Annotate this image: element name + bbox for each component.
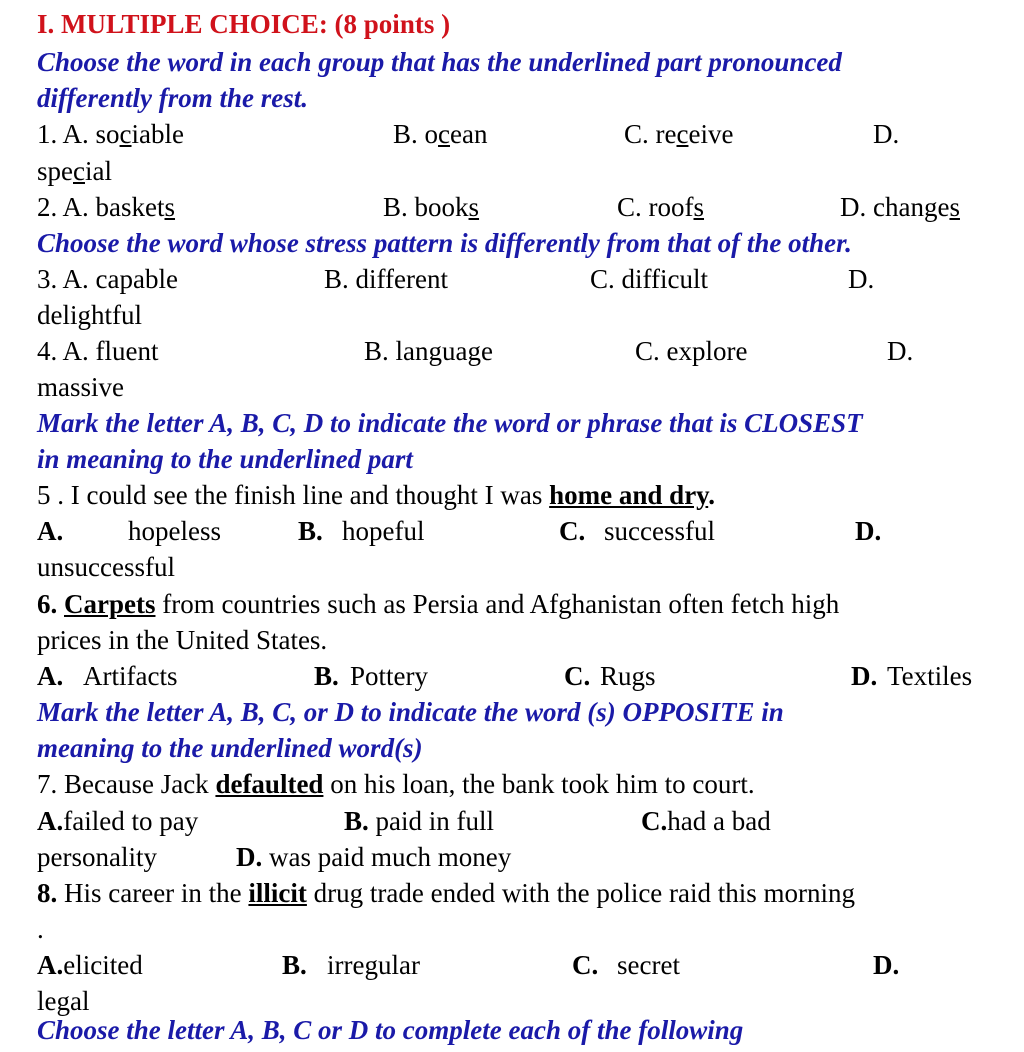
q8-underlined-word: illicit bbox=[248, 878, 307, 908]
q7-option-d: D. was paid much money bbox=[236, 842, 512, 872]
instruction-closest-line2: in meaning to the underlined part bbox=[37, 444, 413, 474]
q4-option-d-label: D. bbox=[887, 336, 914, 366]
instruction-next-cut: Choose the letter A, B, C or D to complete each of the following bbox=[37, 1015, 744, 1045]
q5-stem: 5 . I could see the finish line and thought I was home and dry. bbox=[37, 480, 715, 510]
q5-option-a: hopeless bbox=[128, 516, 221, 546]
q8-stem-end: . bbox=[37, 914, 44, 944]
q3-option-d-label: D. bbox=[848, 264, 875, 294]
q8-option-b-label: B. bbox=[282, 950, 307, 980]
q7-underlined-word: defaulted bbox=[215, 769, 324, 799]
q8-option-d-label: D. bbox=[873, 950, 900, 980]
q3-option-d: delightful bbox=[37, 300, 142, 330]
q6-option-a: Artifacts bbox=[83, 661, 178, 691]
instruction-stress: Choose the word whose stress pattern is differently from that of the other. bbox=[37, 228, 852, 258]
q3-option-a: 3. A. capable bbox=[37, 264, 178, 294]
q1-option-b: B. ocean bbox=[393, 119, 488, 149]
q6-option-a-label: A. bbox=[37, 661, 64, 691]
q4-option-b: B. language bbox=[364, 336, 493, 366]
q5-option-a-label: A. bbox=[37, 516, 64, 546]
q8-option-d: legal bbox=[37, 986, 90, 1016]
q7-option-a: A.failed to pay bbox=[37, 806, 199, 836]
q2-option-c: C. roofs bbox=[617, 192, 705, 222]
q5-option-c: successful bbox=[604, 516, 715, 546]
q2-option-b: B. books bbox=[383, 192, 480, 222]
q7-stem: 7. Because Jack defaulted on his loan, the bank took him to court. bbox=[37, 769, 755, 799]
q5-underlined-phrase: home and dry bbox=[549, 480, 709, 510]
q1-option-d: special bbox=[37, 156, 112, 186]
q6-option-d: Textiles bbox=[887, 661, 973, 691]
q7-option-c: C.had a bad bbox=[641, 806, 771, 836]
q6-underlined-word: Carpets bbox=[64, 589, 156, 619]
q3-option-c: C. difficult bbox=[590, 264, 708, 294]
q6-option-c-label: C. bbox=[564, 661, 591, 691]
q5-option-b-label: B. bbox=[298, 516, 323, 546]
q8-option-c-label: C. bbox=[572, 950, 599, 980]
instruction-opposite-line1: Mark the letter A, B, C, or D to indicate the word (s) OPPOSITE in bbox=[37, 697, 784, 727]
instruction-opposite-line2: meaning to the underlined word(s) bbox=[37, 733, 423, 763]
q1-option-a: 1. A. sociable bbox=[37, 119, 184, 149]
q3-option-b: B. different bbox=[324, 264, 448, 294]
section-title: I. MULTIPLE CHOICE: (8 points ) bbox=[37, 9, 451, 39]
instruction-pronunciation-line1: Choose the word in each group that has the underlined part pronounced bbox=[37, 47, 842, 77]
q1-option-d-label: D. bbox=[873, 119, 900, 149]
q6-option-c: Rugs bbox=[600, 661, 656, 691]
q4-option-a: 4. A. fluent bbox=[37, 336, 159, 366]
q6-option-b: Pottery bbox=[350, 661, 428, 691]
instruction-closest-line1: Mark the letter A, B, C, D to indicate the word or phrase that is CLOSEST bbox=[37, 408, 863, 438]
q2-option-d: D. changes bbox=[840, 192, 960, 222]
q1-option-c: C. receive bbox=[624, 119, 734, 149]
q6-option-d-label: D. bbox=[851, 661, 878, 691]
q6-option-b-label: B. bbox=[314, 661, 339, 691]
q8-option-c: secret bbox=[617, 950, 680, 980]
q8-stem: 8. His career in the illicit drug trade ended with the police raid this morning bbox=[37, 878, 856, 908]
q8-option-b: irregular bbox=[327, 950, 420, 980]
q4-option-d: massive bbox=[37, 372, 124, 402]
q5-option-b: hopeful bbox=[342, 516, 425, 546]
q4-option-c: C. explore bbox=[635, 336, 748, 366]
q5-option-c-label: C. bbox=[559, 516, 586, 546]
instruction-pronunciation-line2: differently from the rest. bbox=[37, 83, 308, 113]
q6-stem-line1: 6. Carpets from countries such as Persia and Afghanistan often fetch high bbox=[37, 589, 840, 619]
q7-option-c-continued: personality bbox=[37, 842, 157, 872]
q5-option-d: unsuccessful bbox=[37, 552, 175, 582]
q8-option-a: A.elicited bbox=[37, 950, 143, 980]
q7-option-b: B. paid in full bbox=[344, 806, 494, 836]
q6-stem-line2: prices in the United States. bbox=[37, 625, 328, 655]
q2-option-a: 2. A. baskets bbox=[37, 192, 176, 222]
q5-option-d-label: D. bbox=[855, 516, 882, 546]
